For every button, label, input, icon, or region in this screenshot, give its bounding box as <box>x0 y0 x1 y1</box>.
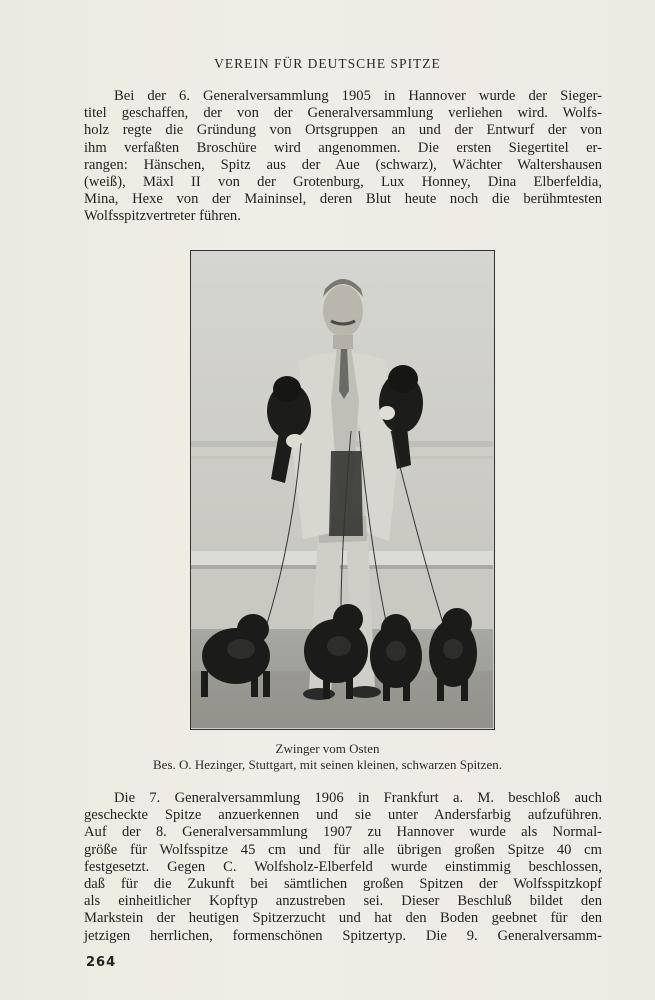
text-line: Wolfsspitzvertreter führen. <box>84 208 241 225</box>
text-line: Markstein der heutigen Spitzerzucht und hat den Boden geebnet für den <box>84 910 602 927</box>
text-line: gescheckte Spitze anzuerkennen und sie unter Andersfarbig aufzuführen. <box>84 807 602 824</box>
text-line: daß für die Zukunft bei sämtlichen großen Spitzen der Wolfsspitzkopf <box>84 876 602 893</box>
text-line: rangen: Hänschen, Spitz aus der Aue (schwarz), Wächter Waltershausen <box>84 156 602 173</box>
text-line: (weiß), Mäxl II von der Grotenburg, Lux Honney, Dina Elberfeldia, <box>84 174 602 191</box>
photo-man-with-spitz-dogs <box>191 251 493 728</box>
text-line: Auf der 8. Generalversammlung 1907 zu Hannover wurde als Normal- <box>84 824 602 841</box>
text-line: titel geschaffen, der von der Generalversammlung verliehen wird. Wolfs- <box>84 105 602 122</box>
text-line: als einheitlicher Kopftyp anzustreben sei. Dieser Beschluß bildet den <box>84 893 602 910</box>
paragraph-1 <box>84 88 602 226</box>
text-line: holz regte die Gründung von Ortsgruppen an und der Entwurf der von <box>84 122 602 139</box>
text-line: ihm verfaßten Broschüre wird angenommen. Die ersten Siegertitel er- <box>84 139 602 156</box>
text-line: Mina, Hexe von der Maininsel, deren Blut heute noch die berühmtesten <box>84 191 602 208</box>
page-number: 264 <box>86 955 117 970</box>
text-line: Die 7. Generalversammlung 1906 in Frankfurt a. M. beschloß auch <box>114 790 602 806</box>
photo-caption-title: Zwinger vom Osten <box>275 741 380 756</box>
photo-caption-text: Bes. O. Hezinger, Stuttgart, mit seinen kleinen, schwarzen Spitzen. <box>153 757 502 772</box>
photograph <box>190 250 495 730</box>
paragraph-2 <box>84 790 602 945</box>
text-line: Bei der 6. Generalversammlung 1905 in Hannover wurde der Sieger- <box>114 88 602 104</box>
text-line: jetzigen herrlichen, formenschönen Spitzertyp. Die 9. Generalversamm- <box>84 927 602 944</box>
text-line: festgesetzt. Gegen C. Wolfsholz-Elberfeld wurde einstimmig beschlossen, <box>84 858 602 875</box>
text-line: größe für Wolfsspitze 45 cm und für alle übrigen großen Spitze 40 cm <box>84 841 602 858</box>
running-head: VEREIN FÜR DEUTSCHE SPITZE <box>214 56 441 71</box>
